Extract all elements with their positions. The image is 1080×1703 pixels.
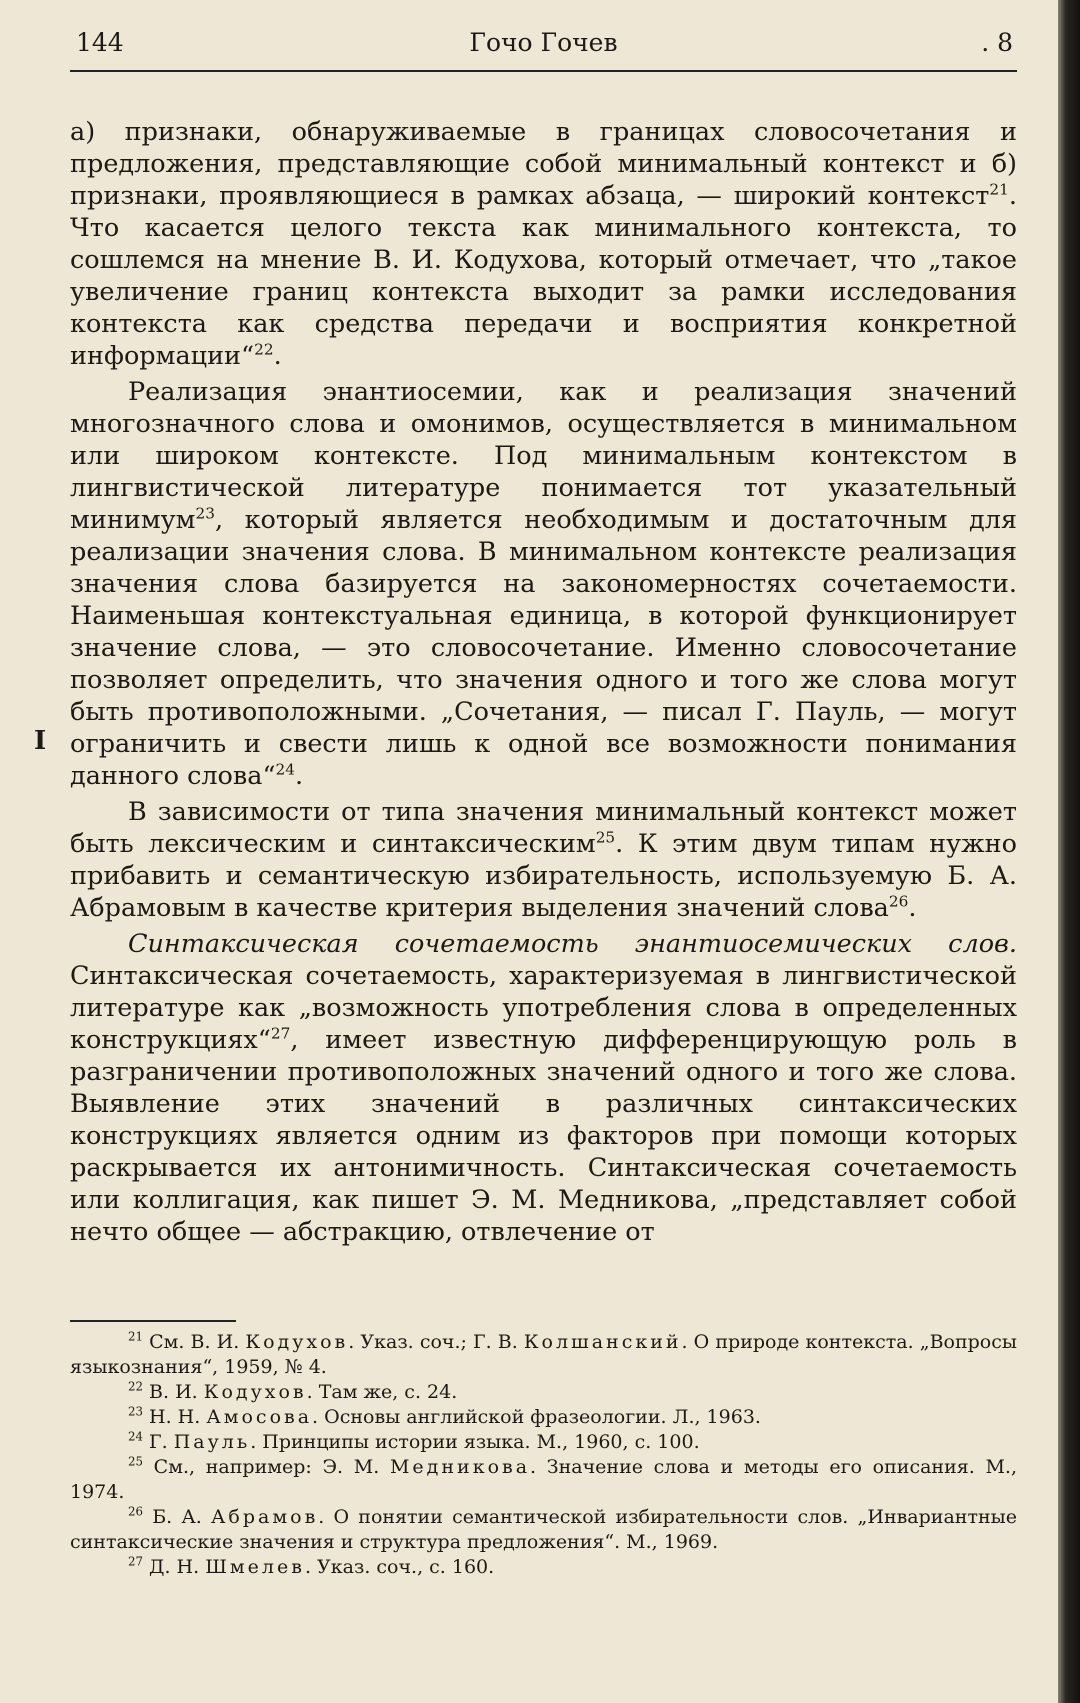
text-run: , который является необходимым и достаточным для реализации значения слова. В минимальном контексте реализация значения слова базируется на закономерностях сочетаемости. Наименьшая контекстуальная единица, в которой функционирует значение слова, — это словосочетание. Именно словосочетание позволяет определить, что значения одного и того же слова могут быть противоположными. „Сочетания, — писал Г. Пауль, — могут ограничить и свести лишь к одной все возможности понимания данного слова“ [70,505,1017,791]
text-run: Б. А. [152,1506,212,1528]
text-run: а) признаки, обнаруживаемые в границах словосочетания и предложения, представляющие собой минимальный контекст и б) признаки, проявляющиеся в рамках абзаца, — широкий контекст [70,117,1017,211]
footnote-ref: 23 [195,504,215,523]
spaced-author-name: Кодухов [203,1381,307,1403]
page-number: 144 [76,28,124,57]
footnote-ref: 25 [595,828,616,847]
main-text [70,116,1017,1252]
text-run: . О природе контекста. „Вопросы языкознания“, 1959, № 4. [70,1331,1017,1378]
spaced-author-name: Амосова [206,1406,313,1428]
footnote-ref: 21 [989,180,1009,199]
footnote-rule [70,1320,236,1322]
text-run: . Основы английской фразеологии. Л., 1963. [312,1406,761,1428]
running-header [70,28,1017,68]
text-run: . Что касается целого текста как минимального контекста, то сошлемся на мнение В. И. Кодухова, который отмечает, что „такое увеличение границ контекста выходит за рамки исследования контекста как средства передачи и восприятия конкретной информации“ [70,181,1017,371]
text-run: . К этим двум типам нужно прибавить и семантическую избирательность, используемую Б. А. Абрамовым в качестве критерия выделения значений слова [70,829,1017,923]
text-run: . [294,761,304,791]
paragraph [70,796,1017,924]
text-run: . Указ. соч.; Г. В. [348,1331,524,1353]
book-spine-edge [1058,0,1080,1703]
text-run: См. В. И. [149,1331,246,1353]
text-run: . [908,893,917,923]
footnote [70,1555,1017,1580]
text-run: В зависимости от типа значения минимальный контекст может быть лексическим и синтаксическим [70,797,1017,859]
text-run: . Указ. соч., с. 160. [304,1556,495,1578]
footnote [70,1380,1017,1405]
text-run: Г. [149,1431,174,1453]
text-run: Д. Н. [149,1556,206,1578]
footnote-number: 27 [128,1554,143,1569]
footnote-number: 22 [128,1379,143,1394]
footnote [70,1430,1017,1455]
italic-heading: Синтаксическая сочетаемость энантиосемических слов. [128,929,1017,959]
footnote [70,1330,1017,1380]
spaced-author-name: Кодухов [245,1331,349,1353]
footnote-ref: 22 [254,340,274,359]
paragraph [70,928,1017,1248]
text-run: В. И. [149,1381,204,1403]
text-run: . О понятии семантической избирательности слов. „Инвариантные синтаксические значения и структура предложения“. М., 1969. [70,1506,1017,1553]
text-run: . [273,341,282,371]
text-run: См., например: Э. М. [153,1456,390,1478]
footnote-number: 21 [128,1329,143,1344]
chapter-number: . 8 [981,28,1013,57]
text-run: Реализация энантиосемии, как и реализация значений многозначного слова и омонимов, осуществляется в минимальном или широком контексте. Под минимальным контекстом в лингвистической литературе понимается тот указательный минимум [70,377,1017,535]
spaced-author-name: Абрамов [211,1506,319,1528]
text-run: Синтаксическая сочетаемость, характеризуемая в лингвистической литературе как „возможность употребления слова в определенных конструкциях“ [70,961,1017,1055]
footnote-number: 25 [128,1454,143,1469]
footnote-number: 23 [128,1404,143,1419]
header-rule [70,70,1017,72]
footnote-number: 24 [128,1429,143,1444]
footnote [70,1455,1017,1505]
text-run: . Принципы истории языка. М., 1960, с. 100. [250,1431,700,1453]
spaced-author-name: Пауль [173,1431,251,1453]
spaced-author-name: Шмелев [205,1556,305,1578]
paragraph [70,376,1017,792]
footnote [70,1405,1017,1430]
spaced-author-name: Медникова [389,1456,531,1478]
footnote-ref: 27 [270,1024,291,1043]
paragraph [70,116,1017,372]
text-run: Н. Н. [149,1406,207,1428]
footnote [70,1505,1017,1555]
footnotes [70,1330,1017,1580]
text-run: . Значение слова и методы его описания. М., 1974. [70,1456,1017,1503]
running-head-author: Гочо Гочев [469,28,618,57]
text-run: . Там же, с. 24. [306,1381,458,1403]
footnote-ref: 24 [275,760,295,779]
footnote-ref: 26 [888,892,909,911]
footnote-number: 26 [128,1504,143,1519]
margin-mark: I [34,726,47,756]
spaced-author-name: Колшанский [523,1331,682,1353]
text-run: , имеет известную дифференцирующую роль в разграничении противоположных значений одного и того же слова. Выявление этих значений в различных синтаксических конструкциях является одним из факторов при помощи которых раскрывается их антонимичность. Синтаксическая сочетаемость или коллигация, как пишет Э. М. Медникова, „представляет собой нечто общее — абстракцию, отвлечение от [70,1025,1017,1247]
